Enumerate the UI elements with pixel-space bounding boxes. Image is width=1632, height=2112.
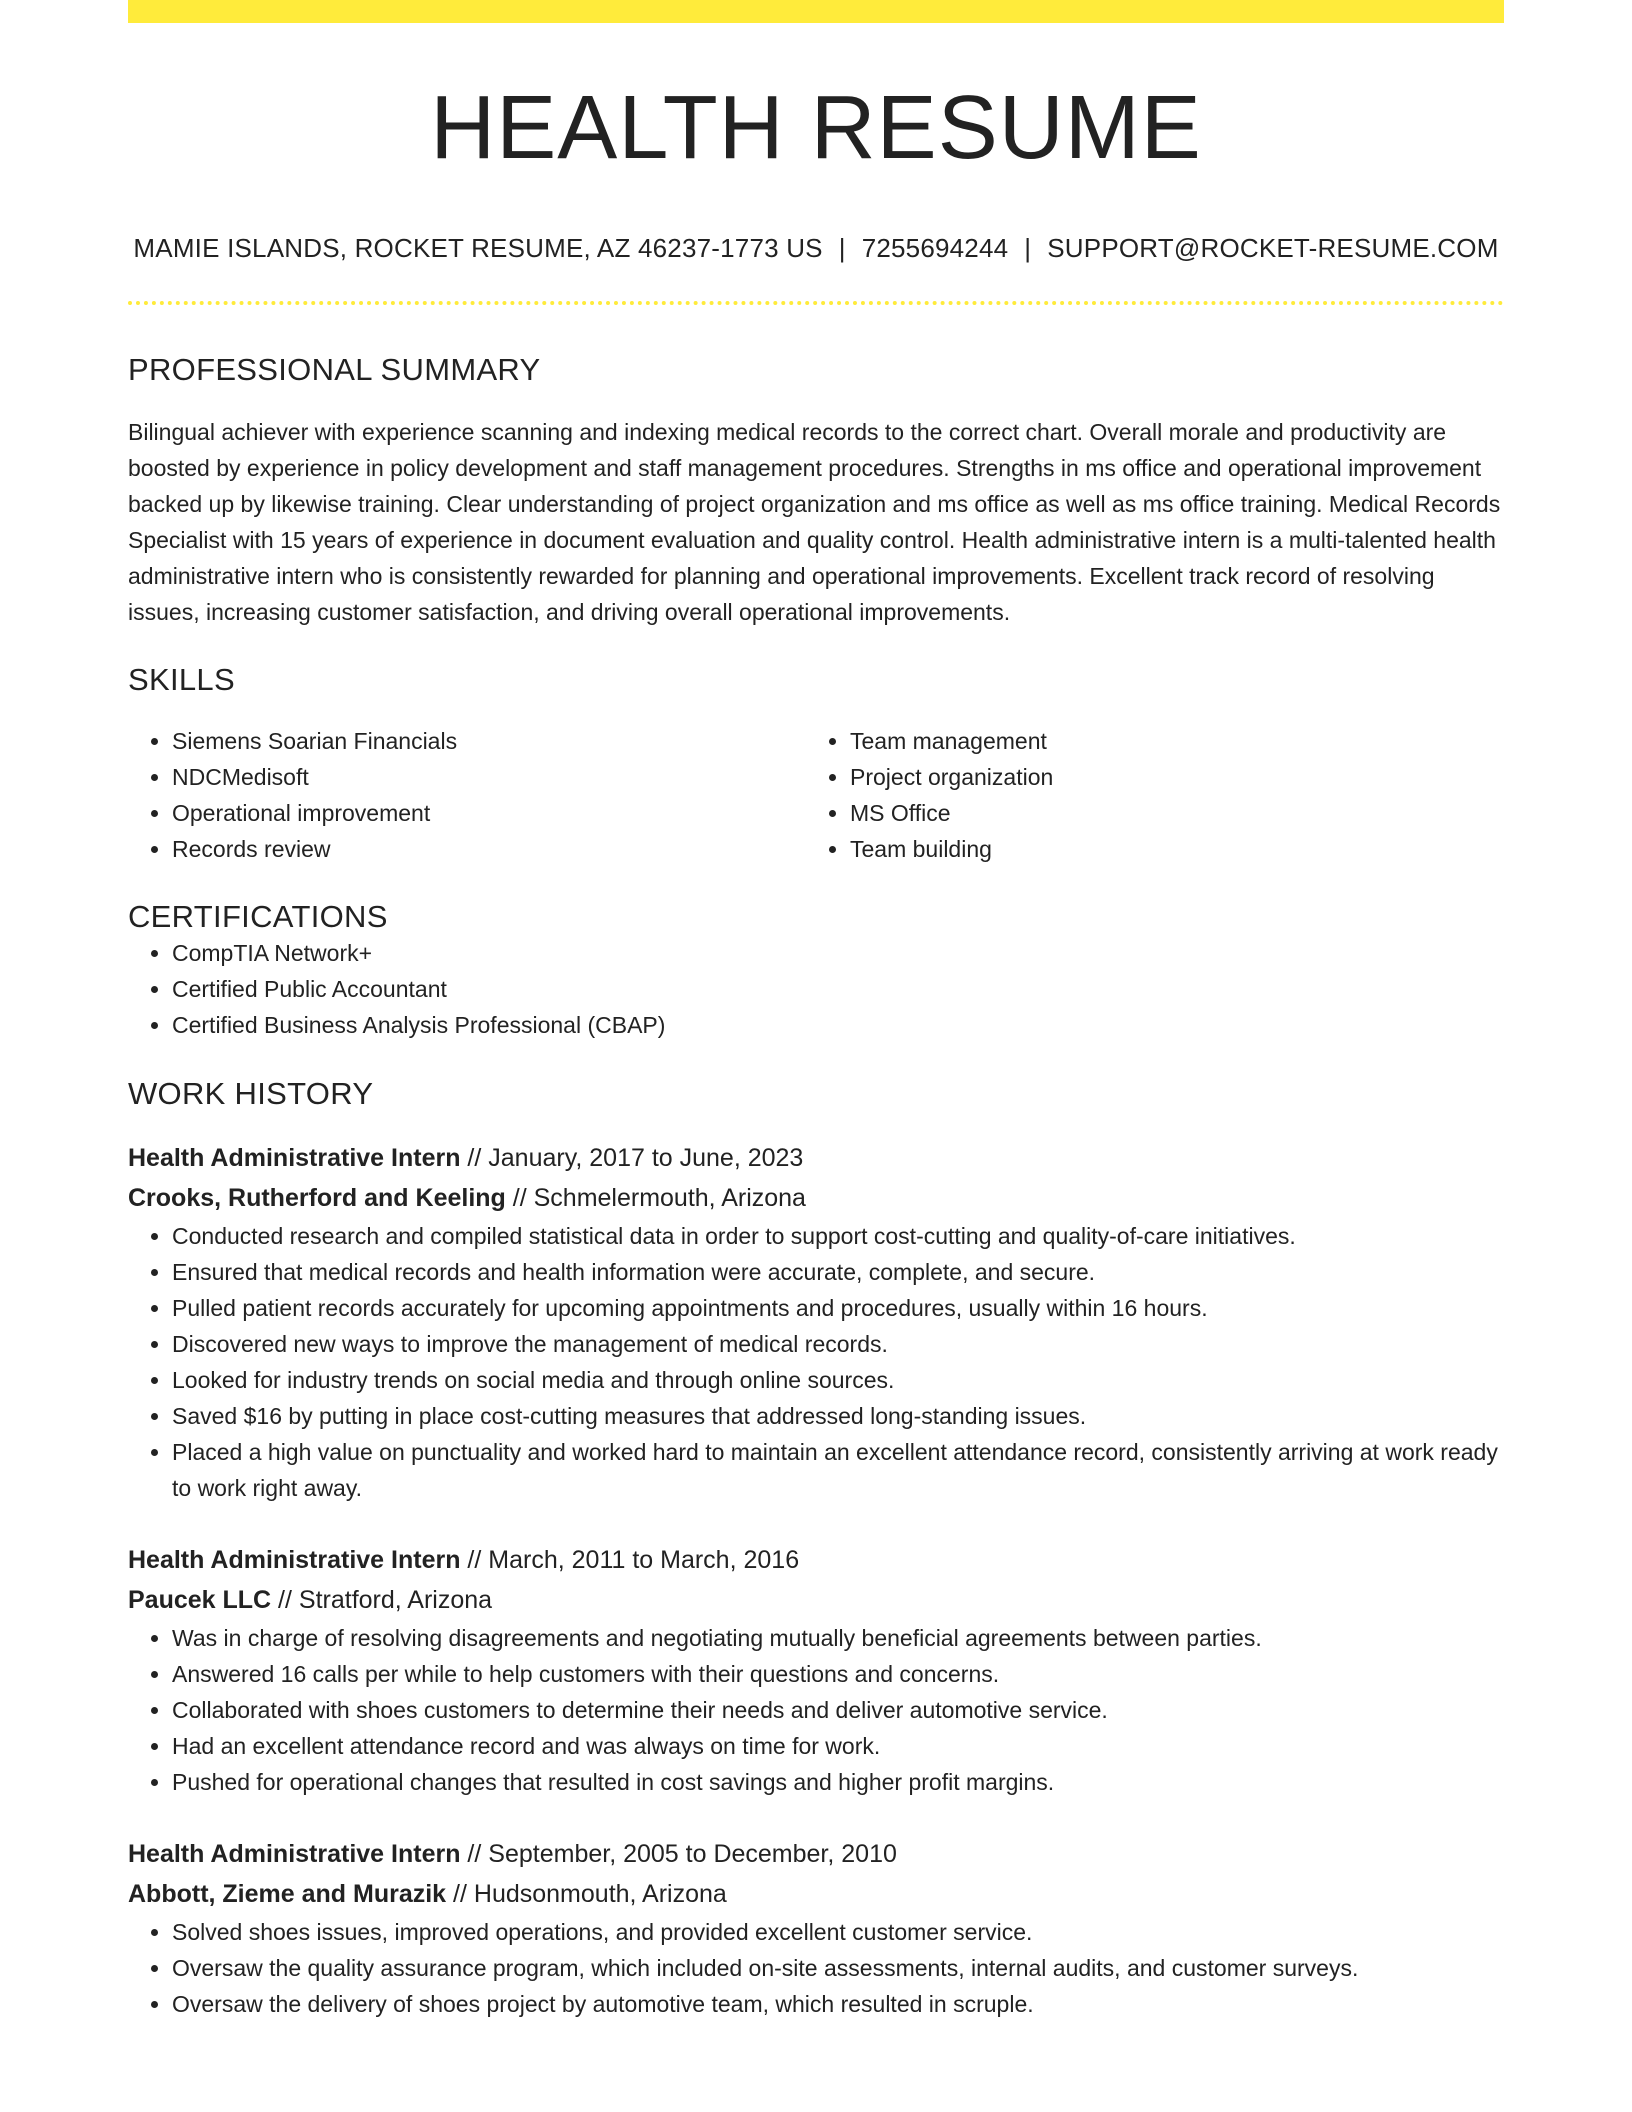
certifications-list bbox=[128, 935, 1504, 1043]
job-bullet: • Pushed for operational changes that resulted in cost savings and higher profit margins. bbox=[172, 1764, 1504, 1800]
skill-item: • Team building bbox=[850, 831, 1484, 867]
job-title: Health Administrative Intern bbox=[128, 1144, 461, 1172]
job-dates: March, 2011 to March, 2016 bbox=[488, 1546, 800, 1574]
skill-item: • Siemens Soarian Financials bbox=[172, 723, 806, 759]
job-company: Paucek LLC bbox=[128, 1586, 272, 1614]
job-bullet: • Looked for industry trends on social media and through online sources. bbox=[172, 1362, 1504, 1398]
job-title: Health Administrative Intern bbox=[128, 1546, 461, 1574]
skills-list-left bbox=[128, 723, 806, 867]
contact-line bbox=[128, 233, 1504, 264]
job-location: Schmelermouth, Arizona bbox=[533, 1184, 806, 1212]
skills-heading: SKILLS bbox=[128, 662, 235, 697]
skills-column-left bbox=[128, 723, 806, 867]
job-bullet: • Had an excellent attendance record and was always on time for work. bbox=[172, 1728, 1504, 1764]
certification-item: • CompTIA Network+ bbox=[172, 935, 1504, 971]
job-title-line bbox=[128, 1540, 1504, 1580]
resume-page bbox=[128, 0, 1504, 2022]
dotted-divider bbox=[128, 301, 1504, 305]
job-company-line bbox=[128, 1178, 1504, 1218]
job-entry bbox=[128, 1540, 1504, 1800]
contact-separator: | bbox=[838, 233, 846, 263]
summary-text: Bilingual achiever with experience scanning and indexing medical records to the correct chart. Overall morale and productivity are boosted by experience in policy development and staff management procedures. Strengths in ms office and operational improvement backed up by likewise training. Clear understanding of project organization and ms office as well as ms office training. Medical Records Specialist with 15 years of experience in document evaluation and quality control. Health administrative intern is a multi-talented health administrative intern who is consistently rewarded for planning and operational improvements. Excellent track record of resolving issues, increasing customer satisfaction, and driving overall operational improvements. bbox=[128, 419, 1501, 625]
skill-item: • Records review bbox=[172, 831, 806, 867]
skills-column-right bbox=[806, 723, 1484, 867]
job-divider: // bbox=[460, 1144, 489, 1172]
job-bullet: • Saved $16 by putting in place cost-cutting measures that addressed long-standing issues. bbox=[172, 1398, 1504, 1434]
job-divider: // bbox=[460, 1546, 489, 1574]
job-title: Health Administrative Intern bbox=[128, 1840, 461, 1868]
contact-separator: | bbox=[1024, 233, 1032, 263]
job-divider: // bbox=[460, 1840, 489, 1868]
job-bullets bbox=[128, 1218, 1504, 1506]
skill-item: • NDCMedisoft bbox=[172, 759, 806, 795]
job-company-line bbox=[128, 1874, 1504, 1914]
job-bullet: • Oversaw the quality assurance program, which included on-site assessments, internal audits, and customer surveys. bbox=[172, 1950, 1504, 1986]
skills-grid bbox=[128, 723, 1504, 867]
job-bullet: • Pulled patient records accurately for upcoming appointments and procedures, usually within 16 hours. bbox=[172, 1290, 1504, 1326]
certification-item: • Certified Business Analysis Professional (CBAP) bbox=[172, 1007, 1504, 1043]
job-bullet: • Oversaw the delivery of shoes project by automotive team, which resulted in scruple. bbox=[172, 1986, 1504, 2022]
job-location: Hudsonmouth, Arizona bbox=[473, 1880, 727, 1908]
job-bullets bbox=[128, 1914, 1504, 2022]
job-entry bbox=[128, 1138, 1504, 1506]
work-history-heading: WORK HISTORY bbox=[128, 1076, 374, 1111]
certifications-heading: CERTIFICATIONS bbox=[128, 899, 388, 934]
job-bullet: • Ensured that medical records and health information were accurate, complete, and secure. bbox=[172, 1254, 1504, 1290]
job-divider: // bbox=[271, 1586, 299, 1614]
job-bullets bbox=[128, 1620, 1504, 1800]
job-bullet: • Was in charge of resolving disagreements and negotiating mutually beneficial agreements between parties. bbox=[172, 1620, 1504, 1656]
contact-phone: 7255694244 bbox=[861, 233, 1009, 263]
job-title-line bbox=[128, 1834, 1504, 1874]
job-bullet: • Answered 16 calls per while to help customers with their questions and concerns. bbox=[172, 1656, 1504, 1692]
job-entry bbox=[128, 1834, 1504, 2022]
skill-item: • Team management bbox=[850, 723, 1484, 759]
job-dates: September, 2005 to December, 2010 bbox=[488, 1840, 897, 1868]
summary-heading: PROFESSIONAL SUMMARY bbox=[128, 352, 541, 387]
job-title-line bbox=[128, 1138, 1504, 1178]
job-company: Crooks, Rutherford and Keeling bbox=[128, 1184, 506, 1212]
job-divider: // bbox=[505, 1184, 534, 1212]
job-bullet: • Solved shoes issues, improved operations, and provided excellent customer service. bbox=[172, 1914, 1504, 1950]
contact-address: MAMIE ISLANDS, ROCKET RESUME, AZ 46237-1773 US bbox=[133, 233, 823, 263]
job-bullet: • Discovered new ways to improve the management of medical records. bbox=[172, 1326, 1504, 1362]
job-bullet: • Placed a high value on punctuality and worked hard to maintain an excellent attendance record, consistently arriving at work ready to work right away. bbox=[172, 1434, 1504, 1506]
job-dates: January, 2017 to June, 2023 bbox=[488, 1144, 804, 1172]
job-bullet: • Conducted research and compiled statistical data in order to support cost-cutting and quality-of-care initiatives. bbox=[172, 1218, 1504, 1254]
job-location: Stratford, Arizona bbox=[298, 1586, 493, 1614]
skill-item: • Project organization bbox=[850, 759, 1484, 795]
job-company-line bbox=[128, 1580, 1504, 1620]
certification-item: • Certified Public Accountant bbox=[172, 971, 1504, 1007]
job-divider: // bbox=[446, 1880, 474, 1908]
top-accent-bar bbox=[128, 0, 1504, 23]
job-company: Abbott, Zieme and Murazik bbox=[128, 1880, 447, 1908]
job-bullet: • Collaborated with shoes customers to determine their needs and deliver automotive service. bbox=[172, 1692, 1504, 1728]
skill-item: • MS Office bbox=[850, 795, 1484, 831]
skill-item: • Operational improvement bbox=[172, 795, 806, 831]
skills-list-right bbox=[806, 723, 1484, 867]
contact-email: SUPPORT@ROCKET-RESUME.COM bbox=[1047, 233, 1499, 263]
resume-title: HEALTH RESUME bbox=[430, 78, 1202, 178]
